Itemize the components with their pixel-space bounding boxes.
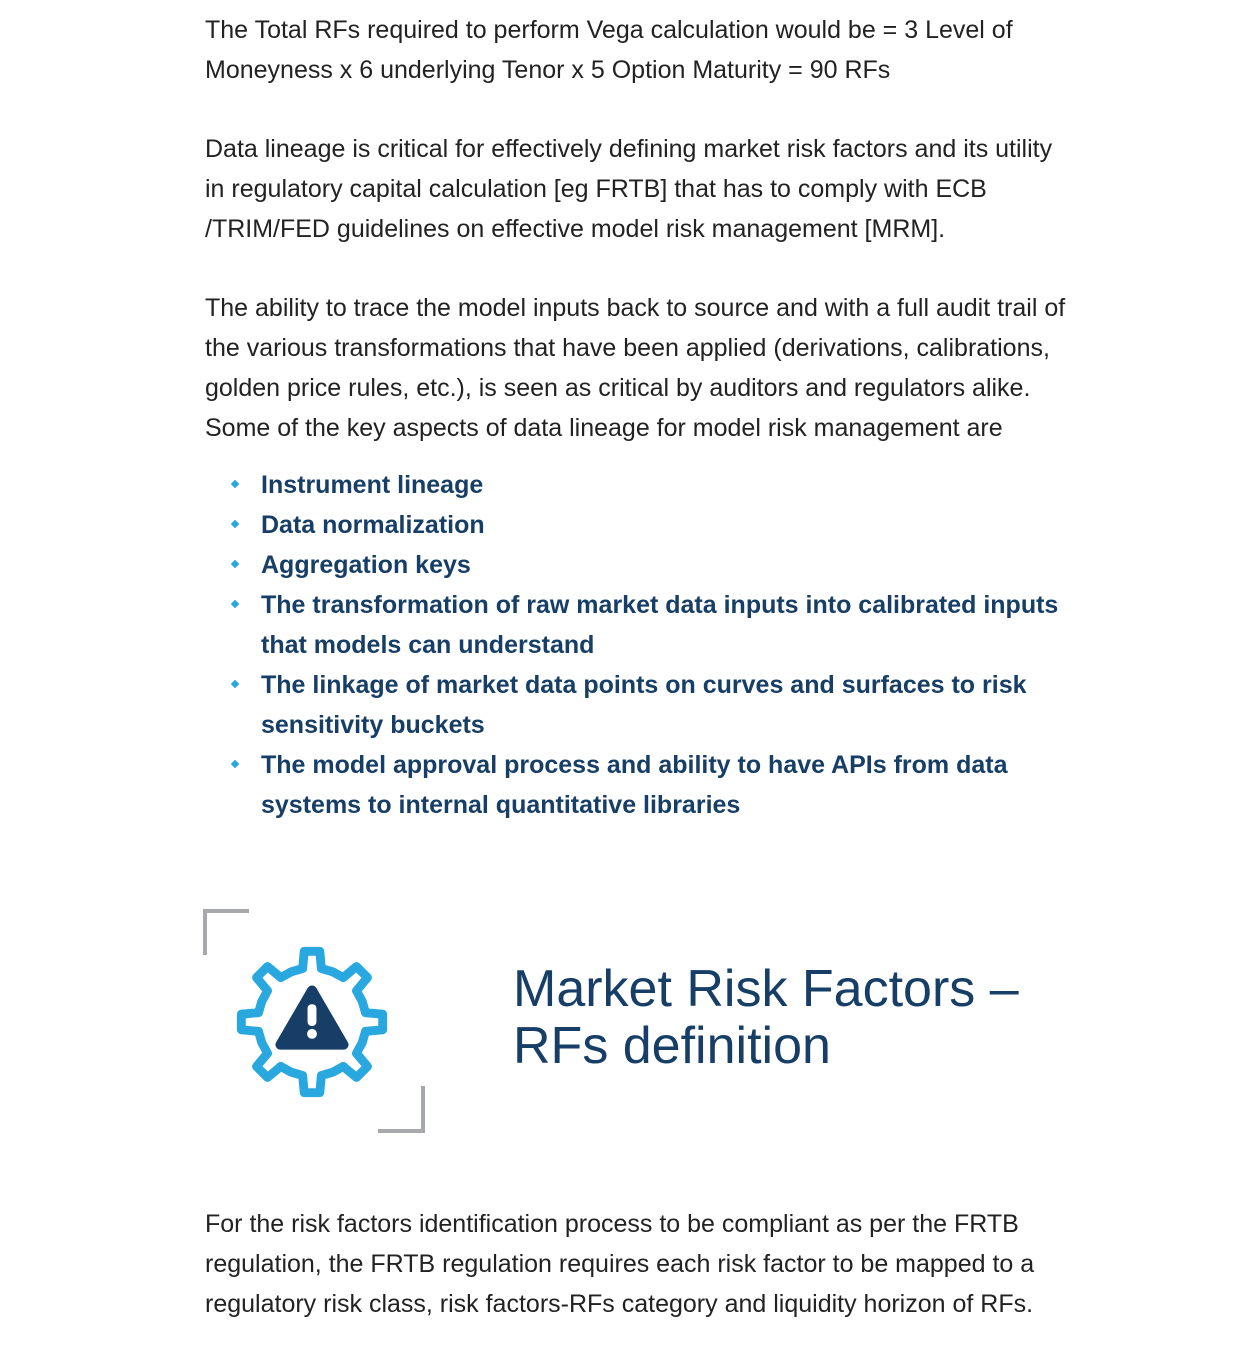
list-item — [205, 465, 1075, 505]
diamond-bullet-icon — [231, 680, 239, 688]
paragraph-vega-rfs: The Total RFs required to perform Vega calculation would be = 3 Level of Moneyness x 6 underlying Tenor x 5 Option Maturity = 90 RFs — [205, 16, 1013, 84]
list-item — [205, 585, 1075, 665]
list-item-text: The linkage of market data points on curves and surfaces to risk sensitivity buckets — [261, 671, 1027, 739]
diamond-bullet-icon — [231, 520, 239, 528]
paragraph-frtb-mapping: For the risk factors identification process to be compliant as per the FRTB regulation, the FRTB regulation requires each risk factor to be mapped to a regulatory risk class, risk factors-RFs category and liquidity horizon of RFs. — [205, 1210, 1035, 1318]
article-body — [205, 10, 1075, 825]
section-feature-block — [203, 909, 1073, 1135]
diamond-bullet-icon — [231, 560, 239, 568]
diamond-bullet-icon — [231, 600, 239, 608]
list-item-text: Data normalization — [261, 511, 485, 539]
section-heading — [513, 961, 1053, 1075]
article-body-continued — [205, 1204, 1075, 1324]
list-item-text: The model approval process and ability to have APIs from data systems to internal quantitative libraries — [261, 751, 1008, 819]
list-item-text: The transformation of raw market data inputs into calibrated inputs that models can understand — [261, 591, 1059, 659]
list-item — [205, 505, 1075, 545]
diamond-bullet-icon — [231, 760, 239, 768]
section-heading-line-2: RFs definition — [513, 1017, 831, 1075]
diamond-bullet-icon — [231, 480, 239, 488]
list-item — [205, 545, 1075, 585]
list-item-text: Instrument lineage — [261, 471, 484, 499]
paragraph-traceability: The ability to trace the model inputs back to source and with a full audit trail of the various transformations that have been applied (derivations, calibrations, golden price rules, etc.), is seen as critical by auditors and regulators alike. Some of the key aspects of data lineage for model risk management are — [205, 294, 1066, 442]
key-aspects-list — [205, 465, 1075, 825]
section-heading-line-1: Market Risk Factors – — [513, 960, 1019, 1018]
list-item-text: Aggregation keys — [261, 551, 471, 579]
list-item — [205, 745, 1075, 825]
paragraph-data-lineage: Data lineage is critical for effectively defining market risk factors and its utility in regulatory capital calculation [eg FRTB] that has to comply with ECB /TRIM/FED guidelines on effective model risk management [MRM]. — [205, 135, 1053, 243]
gear-warning-icon — [233, 943, 391, 1101]
list-item — [205, 665, 1075, 745]
